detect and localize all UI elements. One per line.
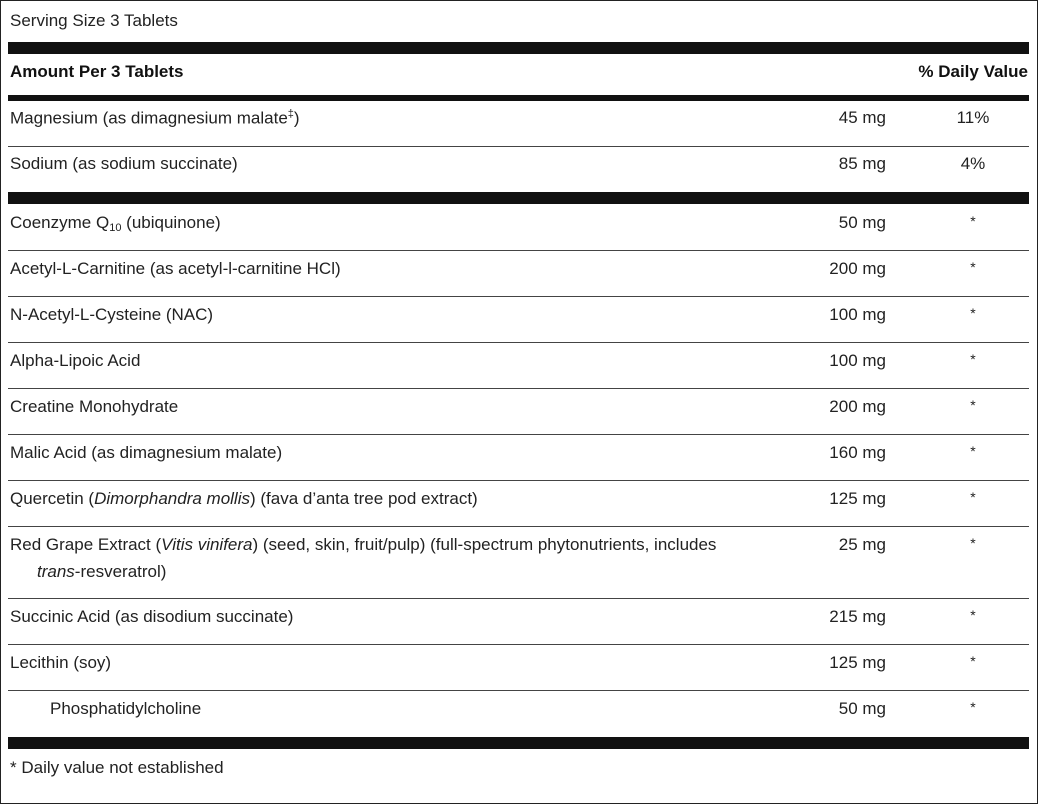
nutrient-name: Succinic Acid (as disodium succinate) <box>10 607 294 626</box>
row-divider <box>8 526 1029 527</box>
nutrient-amount: 100 mg <box>829 351 886 370</box>
nutrient-amount: 215 mg <box>829 607 886 626</box>
daily-value-header: % Daily Value <box>918 62 1028 81</box>
row-divider <box>8 296 1029 297</box>
nutrient-dv: * <box>970 259 976 275</box>
nutrient-name: Sodium (as sodium succinate) <box>10 154 238 173</box>
row-divider <box>8 250 1029 251</box>
amount-header: Amount Per 3 Tablets <box>10 62 184 81</box>
nutrient-dv: * <box>970 653 976 669</box>
nutrient-dv: * <box>970 535 976 551</box>
nutrient-amount: 125 mg <box>829 489 886 508</box>
nutrient-name-continued: trans-resveratrol) <box>37 562 167 581</box>
nutrient-name: Phosphatidylcholine <box>50 699 202 718</box>
nutrient-dv: * <box>970 699 976 715</box>
thick-divider <box>8 737 1029 749</box>
nutrient-amount: 125 mg <box>829 653 886 672</box>
nutrient-amount: 25 mg <box>838 535 886 554</box>
row-divider <box>8 644 1029 645</box>
nutrient-dv: 4% <box>960 154 986 173</box>
nutrient-dv: * <box>970 397 976 413</box>
row-divider <box>8 388 1029 389</box>
nutrient-dv: * <box>970 489 976 505</box>
row-divider <box>8 434 1029 435</box>
footnote: * Daily value not established <box>10 758 224 777</box>
thick-divider <box>8 192 1029 204</box>
nutrient-name: Red Grape Extract (Vitis vinifera) (seed, skin, fruit/pulp) (full-spectrum phytonutrients, includes <box>10 535 717 554</box>
nutrient-name: Creatine Monohydrate <box>10 397 179 416</box>
nutrient-amount: 100 mg <box>829 305 886 324</box>
nutrient-dv: * <box>970 213 976 229</box>
nutrient-dv: 11% <box>956 108 990 127</box>
nutrient-amount: 45 mg <box>838 108 886 127</box>
nutrient-dv: * <box>970 443 976 459</box>
nutrient-name: Alpha-Lipoic Acid <box>10 351 141 370</box>
nutrient-name: Lecithin (soy) <box>10 653 112 672</box>
row-divider <box>8 480 1029 481</box>
nutrient-name: Coenzyme $Q_{10}$ (ubiquinone) <box>10 213 221 234</box>
row-divider <box>8 690 1029 691</box>
nutrient-amount: 50 mg <box>838 213 886 232</box>
nutrient-name: Malic Acid (as dimagnesium malate) <box>10 443 283 462</box>
nutrient-name: N-Acetyl-L-Cysteine (NAC) <box>10 305 214 324</box>
thick-divider <box>8 42 1029 54</box>
nutrient-name: Acetyl-L-Carnitine (as acetyl-l-carnitine HCl) <box>10 259 341 278</box>
medium-divider <box>8 95 1029 101</box>
nutrient-dv: * <box>970 607 976 623</box>
nutrient-name: Magnesium (as dimagnesium malate‡) <box>10 108 300 128</box>
nutrient-amount: 200 mg <box>829 397 886 416</box>
nutrient-amount: 50 mg <box>838 699 886 718</box>
row-divider <box>8 342 1029 343</box>
nutrient-amount: 85 mg <box>838 154 886 173</box>
nutrient-name: Quercetin (Dimorphandra mollis) (fava d’anta tree pod extract) <box>10 489 478 508</box>
nutrient-dv: * <box>970 305 976 321</box>
row-divider <box>8 146 1029 147</box>
nutrient-amount: 200 mg <box>829 259 886 278</box>
nutrient-dv: * <box>970 351 976 367</box>
serving-size: Serving Size 3 Tablets <box>10 11 178 30</box>
row-divider <box>8 598 1029 599</box>
nutrient-amount: 160 mg <box>829 443 886 462</box>
